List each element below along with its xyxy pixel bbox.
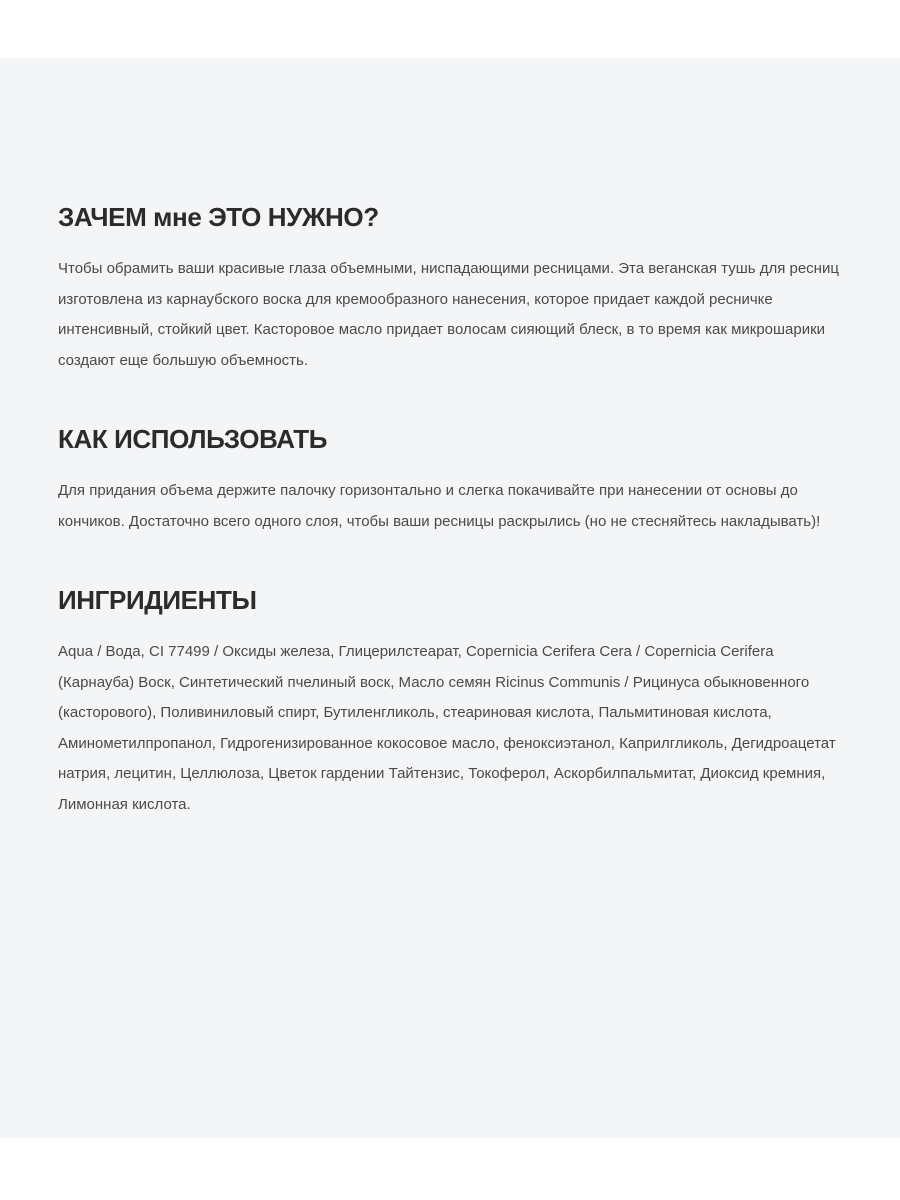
section-title-why: ЗАЧЕМ мне ЭТО НУЖНО? (58, 202, 379, 232)
section-why (58, 200, 848, 376)
section-title-ingredients: ИНГРИДИЕНТЫ (58, 585, 257, 615)
section-text-why: Чтобы обрамить ваши красивые глаза объемными, ниспадающими ресницами. Эта веганская тушь для ресниц изготовлена из карнаубского воска для кремообразного нанесения, которое придает каждой ресничке интенсивный, стойкий цвет. Касторовое масло придает волосам сияющий блеск, в то время как микрошарики создают еще большую объемность. (58, 260, 839, 369)
section-text-ingredients: Aqua / Вода, CI 77499 / Оксиды железа, Глицерилстеарат, Copernicia Cerifera Cera / Copernicia Cerifera (Карнауба) Воск, Синтетический пчелиный воск, Масло семян Ricinus Communis / Рицинуса обыкновенного (касторового), Поливиниловый спирт, Бутиленгликоль, стеариновая кислота, Пальмитиновая кислота, Аминометилпропанол, Гидрогенизированное кокосовое масло, феноксиэтанол, Каприлгликоль, Дегидроацетат натрия, лецитин, Целлюлоза, Цветок гардении Тайтензис, Токоферол, Аскорбилпальмитат, Диоксид кремния, Лимонная кислота. (58, 643, 836, 813)
product-description (58, 200, 848, 820)
section-ingredients (58, 583, 848, 820)
section-text-how-to-use: Для придания объема держите палочку горизонтально и слегка покачивайте при нанесении от основы до кончиков. Достаточно всего одного слоя, чтобы ваши ресницы раскрылись (но не стесняйтесь накладывать)! (58, 482, 821, 530)
section-title-how-to-use: КАК ИСПОЛЬЗОВАТЬ (58, 424, 328, 454)
content-panel (0, 58, 900, 1138)
section-how-to-use (58, 422, 848, 537)
